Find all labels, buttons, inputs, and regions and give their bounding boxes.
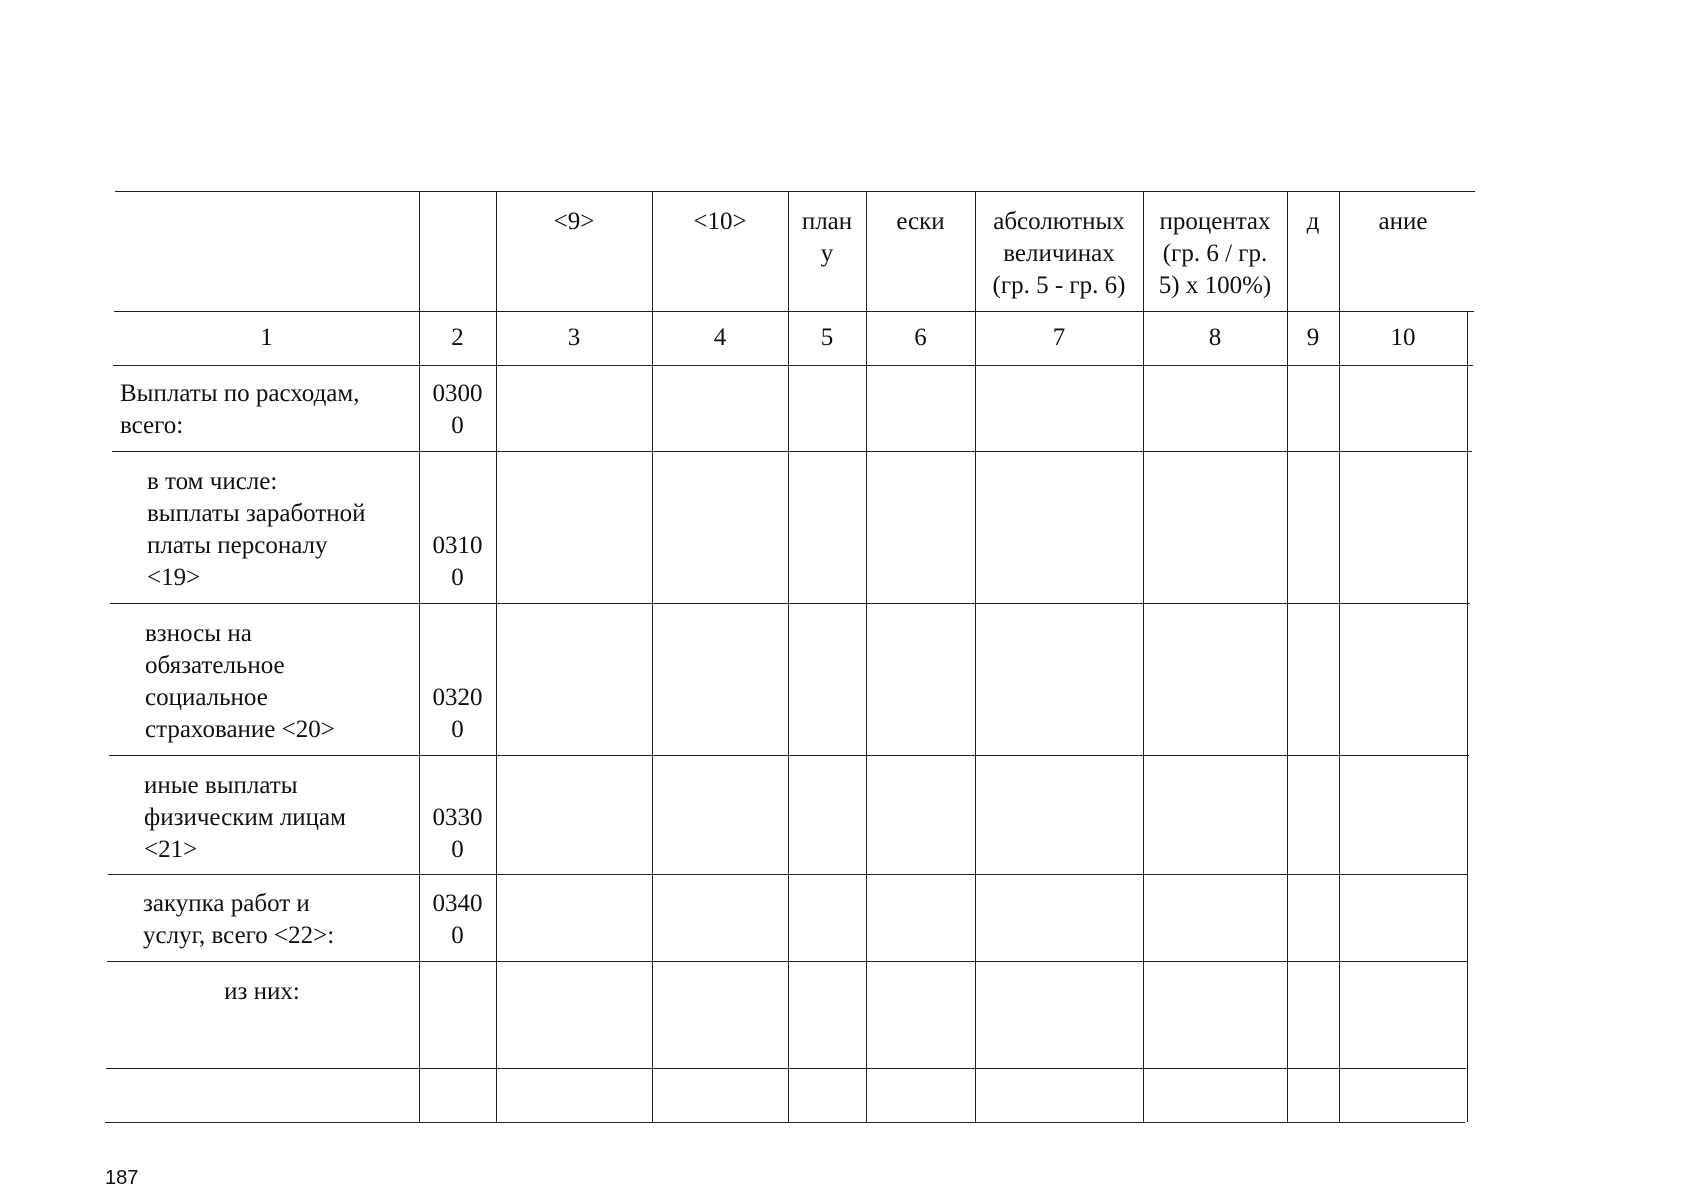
header-col7: абсолютных величинах (гр. 5 - гр. 6) bbox=[992, 208, 1126, 299]
column-number: 3 bbox=[567, 324, 581, 351]
table-rule bbox=[112, 451, 1472, 452]
header-col8: процентах (гр. 6 / гр. 5) x 100%) bbox=[1158, 208, 1272, 299]
table-rule bbox=[110, 603, 1470, 604]
row-name: из них: bbox=[224, 978, 300, 1005]
table-rule bbox=[107, 961, 1467, 962]
row-code: 0330 0 bbox=[432, 804, 483, 863]
row-name: закупка работ и услуг, всего <22>: bbox=[143, 890, 335, 949]
column-number: 8 bbox=[1208, 324, 1222, 351]
column-number: 10 bbox=[1390, 324, 1416, 351]
column-number: 6 bbox=[914, 324, 927, 351]
header-col3: <9> bbox=[553, 208, 595, 235]
table-rule bbox=[113, 365, 1473, 366]
table-rule bbox=[114, 311, 1474, 312]
table-rule bbox=[1467, 311, 1468, 1122]
header-col4: <10> bbox=[693, 208, 747, 235]
column-number: 7 bbox=[1052, 324, 1066, 351]
row-name: иные выплаты физическим лицам <21> bbox=[144, 772, 346, 863]
header-col6: ески bbox=[896, 208, 945, 235]
table-rule bbox=[115, 191, 1475, 192]
column-number: 9 bbox=[1306, 324, 1320, 351]
table-rule bbox=[106, 1068, 1466, 1069]
column-number: 5 bbox=[820, 324, 834, 351]
row-name: Выплаты по расходам, всего: bbox=[120, 380, 360, 439]
table-rule bbox=[105, 1122, 1465, 1123]
header-col10: ание bbox=[1378, 208, 1428, 235]
column-number: 1 bbox=[260, 324, 273, 351]
row-name: в том числе: выплаты заработной платы персоналу <19> bbox=[147, 468, 366, 591]
row-name: взносы на обязательное социальное страхование <20> bbox=[145, 620, 335, 743]
row-code: 0320 0 bbox=[432, 684, 483, 743]
column-number: 4 bbox=[713, 324, 727, 351]
header-col9: д bbox=[1306, 208, 1320, 235]
page-number: 187 bbox=[105, 1167, 139, 1189]
row-code: 0310 0 bbox=[432, 532, 483, 591]
row-code: 0300 0 bbox=[432, 380, 483, 439]
header-col5: план у bbox=[801, 208, 853, 267]
row-code: 0340 0 bbox=[432, 890, 483, 949]
column-number: 2 bbox=[451, 324, 464, 351]
